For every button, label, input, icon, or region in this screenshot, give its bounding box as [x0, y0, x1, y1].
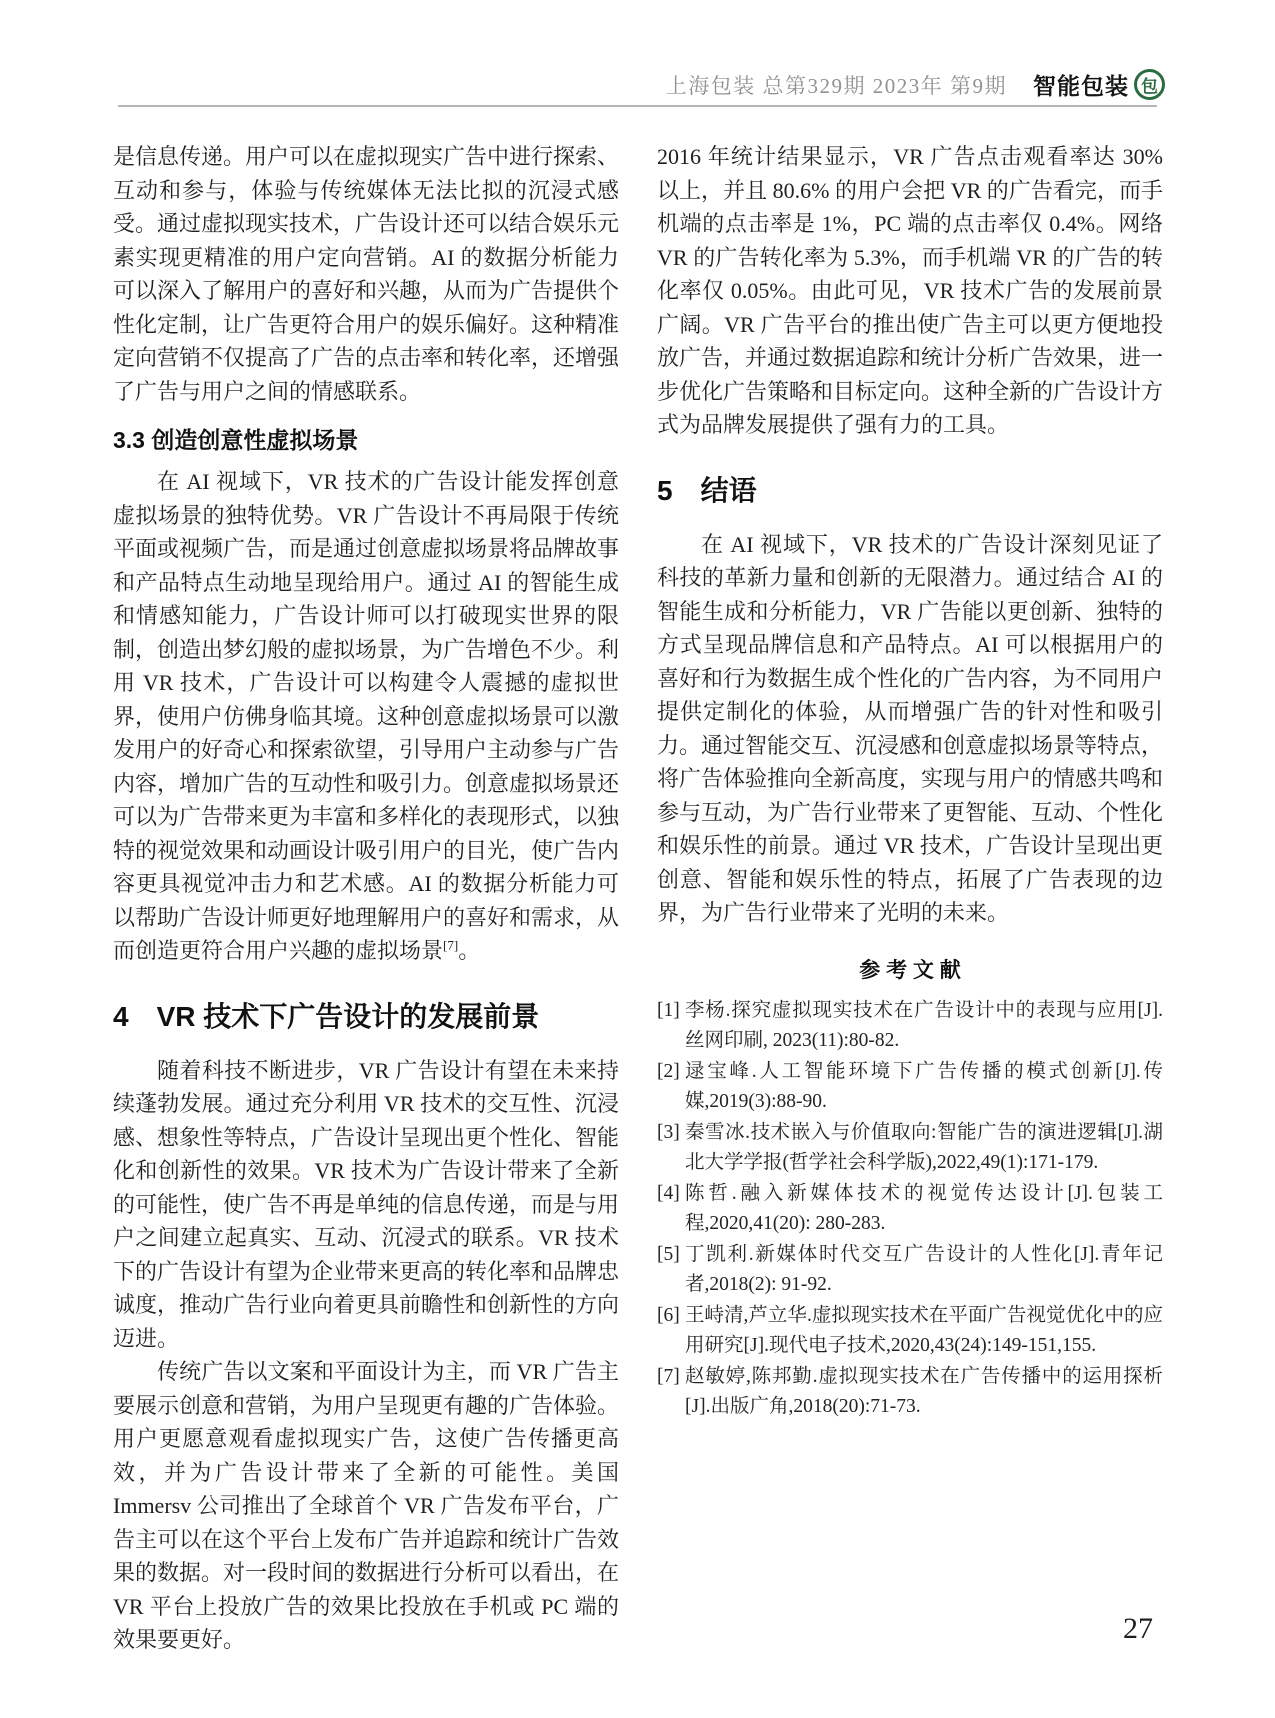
- reference-item: [657, 1240, 1163, 1301]
- reference-id: [2]: [657, 1060, 680, 1082]
- paragraph-5: 在 AI 视域下，VR 技术的广告设计深刻见证了科技的革新力量和创新的无限潜力。通过结合 AI 的智能生成和分析能力，VR 广告能以更创新、独特的方式呈现品牌信息和产品特点。AI 可以根据用户的喜好和行为数据生成个性化的广告内容，为不同用户提供定制化的体验，从而增强广告的针对性和吸引力。通过智能交互、沉浸感和创意虚拟场景等特点，将广告体验推向全新高度，实现与用户的情感共鸣和参与互动，为广告行业带来了更智能、互动、个性化和娱乐性的前景。通过 VR 技术，广告设计呈现出更创意、智能和娱乐性的特点，拓展了广告表现的边界，为广告行业带来了光明的未来。: [657, 531, 1164, 925]
- section-heading-3-3: 3.3 创造创意性虚拟场景: [113, 427, 359, 453]
- reference-text: 陈哲.融入新媒体技术的视觉传达设计[J].包装工程,2020,41(20): 280-283.: [685, 1182, 1163, 1234]
- section-4-number: 4: [113, 1000, 129, 1032]
- paragraph-continuation: 是信息传递。用户可以在虚拟现实广告中进行探索、互动和参与，体验与传统媒体无法比拟的沉浸式感受。通过虚拟现实技术，广告设计还可以结合娱乐元素实现更精准的用户定向营销。AI 的数据分析能力可以深入了解用户的喜好和兴趣，从而为广告提供个性化定制，让广告更符合用户的娱乐偏好。这种精准定向营销不仅提高了广告的点击率和转化率，还增强了广告与用户之间的情感联系。: [113, 144, 620, 404]
- section-4-title: VR 技术下广告设计的发展前景: [156, 1000, 540, 1032]
- references-title: 参 考 文 献: [859, 958, 961, 982]
- section-5-number: 5: [657, 474, 673, 506]
- reference-text: 秦雪冰.技术嵌入与价值取向:智能广告的演进逻辑[J].湖北大学学报(哲学社会科学版),2022,49(1):171-179.: [685, 1121, 1163, 1173]
- paragraph-4a: 随着科技不断进步，VR 广告设计有望在未来持续蓬勃发展。通过充分利用 VR 技术的交互性、沉浸感、想象性等特点，广告设计呈现出更个性化、智能化和创新性的效果。VR 技术为广告设计带来了全新的可能性，使广告不再是单纯的信息传递，而是与用户之间建立起真实、互动、沉浸式的联系。VR 技术下的广告设计有望为企业带来更高的转化率和品牌忠诚度，推动广告行业向着更具前瞻性和创新性的方向迈进。: [113, 1057, 620, 1351]
- section-heading-4: [113, 995, 619, 1035]
- paragraph-3-3-tail: 。: [458, 938, 481, 963]
- header-divider: [118, 105, 1157, 107]
- reference-text: 丁凯利.新媒体时代交互广告设计的人性化[J].青年记者,2018(2): 91-92.: [685, 1243, 1163, 1295]
- paragraph-continuation-right: 2016 年统计结果显示，VR 广告点击观看率达 30% 以上，并且 80.6% 的用户会把 VR 的广告看完，而手机端的点击率是 1%，PC 端的点击率仅 0.4%。网络 VR 的广告转化率为 5.3%，而手机端 VR 的广告的转化率仅 0.05%。由此可见，VR 技术广告的发展前景广阔。VR 广告平台的推出使广告主可以更方便地投放广告，并通过数据追踪和统计分析广告效果，进一步优化广告策略和目标定向。这种全新的广告设计方式为品牌发展提供了强有力的工具。: [657, 144, 1164, 437]
- citation-superscript-7: [7]: [443, 937, 459, 953]
- left-column: [113, 140, 619, 1657]
- reference-item: [657, 1057, 1163, 1118]
- journal-logo-icon: 包: [1134, 69, 1165, 100]
- column-title: 智能包装: [1033, 73, 1129, 99]
- reference-item: [657, 1301, 1163, 1362]
- reference-item: [657, 1179, 1163, 1240]
- reference-id: [5]: [657, 1243, 680, 1265]
- reference-id: [3]: [657, 1121, 680, 1143]
- reference-item: [657, 1118, 1163, 1179]
- reference-item: [657, 996, 1163, 1057]
- reference-text: 王峙清,芦立华.虚拟现实技术在平面广告视觉优化中的应用研究[J].现代电子技术,2020,43(24):149-151,155.: [685, 1304, 1163, 1356]
- page-header: [118, 68, 1165, 101]
- references-list: [657, 996, 1163, 1423]
- reference-id: [1]: [657, 999, 680, 1021]
- reference-text: 李杨.探究虚拟现实技术在广告设计中的表现与应用[J].丝网印刷, 2023(11):80-82.: [685, 999, 1163, 1051]
- reference-id: [6]: [657, 1304, 680, 1326]
- right-column: [657, 140, 1163, 1657]
- journal-issue-info: 上海包装 总第329期 2023年 第9期: [665, 73, 1007, 98]
- page-number: 27: [1123, 1612, 1153, 1645]
- article-body: [113, 140, 1163, 1657]
- reference-text: 赵敏婷,陈邦勤.虚拟现实技术在广告传播中的运用探析[J].出版广角,2018(20):71-73.: [685, 1365, 1163, 1417]
- section-5-title: 结语: [700, 474, 757, 506]
- paragraph-3-3-text: 在 AI 视域下，VR 技术的广告设计能发挥创意虚拟场景的独特优势。VR 广告设计不再局限于传统平面或视频广告，而是通过创意虚拟场景将品牌故事和产品特点生动地呈现给用户。通过 AI 的智能生成和情感知能力，广告设计师可以打破现实世界的限制，创造出梦幻般的虚拟场景，为广告增色不少。利用 VR 技术，广告设计可以构建令人震撼的虚拟世界，使用户仿佛身临其境。这种创意虚拟场景可以激发用户的好奇心和探索欲望，引导用户主动参与广告内容，增加广告的互动性和吸引力。创意虚拟场景还可以为广告带来更为丰富和多样化的表现形式，以独特的视觉效果和动画设计吸引用户的目光，使广告内容更具视觉冲击力和艺术感。AI 的数据分析能力可以帮助广告设计师更好地理解用户的喜好和需求，从而创造更符合用户兴趣的虚拟场景: [113, 469, 620, 963]
- paragraph-3-3: [113, 465, 619, 968]
- reference-id: [7]: [657, 1365, 680, 1387]
- section-heading-5: [657, 469, 1163, 509]
- reference-text: 逯宝峰.人工智能环境下广告传播的模式创新[J].传媒,2019(3):88-90.: [685, 1060, 1163, 1112]
- reference-id: [4]: [657, 1182, 680, 1204]
- reference-item: [657, 1362, 1163, 1423]
- paragraph-4b: 传统广告以文案和平面设计为主，而 VR 广告主要展示创意和营销，为用户呈现更有趣的广告体验。用户更愿意观看虚拟现实广告，这使广告传播更高效，并为广告设计带来了全新的可能性。美国 Immersv 公司推出了全球首个 VR 广告发布平台，广告主可以在这个平台上发布广告并追踪和统计广告效果的数据。对一段时间的数据进行分析可以看出，在 VR 平台上投放广告的效果比投放在手机或 PC 端的效果要更好。: [113, 1359, 620, 1652]
